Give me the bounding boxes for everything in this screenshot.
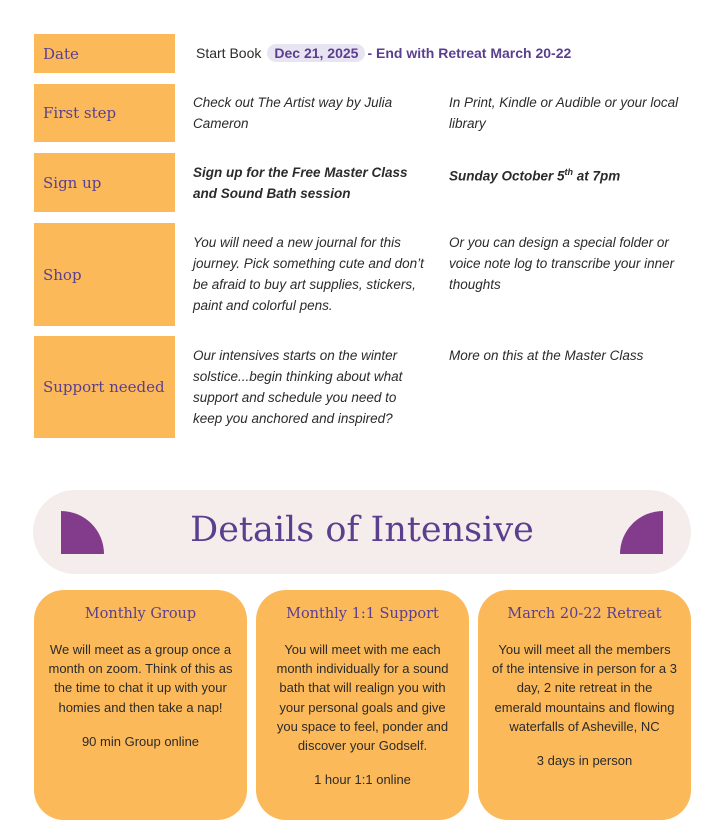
card-text: You will meet with me each month individually for a sound bath that will realign you with your personal goals and give you space to feel, ponder and discover your Godself. xyxy=(276,642,449,754)
first-step-left: Check out The Artist way by Julia Cameron xyxy=(193,95,393,131)
support-right: More on this at the Master Class xyxy=(449,348,644,363)
shop-right: Or you can design a special folder or voice note log to transcribe your inner thoughts xyxy=(449,235,675,292)
date-end-text: - End with Retreat March 20-22 xyxy=(367,45,572,61)
card-body xyxy=(270,640,455,789)
card-footer: 3 days in person xyxy=(536,753,633,769)
card-text: We will meet as a group once a month on zoom. Think of this as the time to chat it up with your homies and then take a nap! xyxy=(48,642,233,715)
row-label-date: Date xyxy=(34,34,175,73)
row-label-sign-up: Sign up xyxy=(34,153,175,212)
row-label-shop: Shop xyxy=(34,223,175,326)
first-step-right: In Print, Kindle or Audible or your local library xyxy=(449,95,679,131)
sign-up-left: Sign up for the Free Master Class and Sound Bath session xyxy=(193,165,408,201)
date-start-label: Start Book xyxy=(196,45,262,61)
sign-up-date-suffix: th xyxy=(564,167,574,177)
card-body xyxy=(48,640,233,751)
card-footer: 90 min Group online xyxy=(81,733,200,749)
card-monthly-group xyxy=(34,590,247,820)
date-highlight: Dec 21, 2025 xyxy=(267,44,365,62)
card-title: Monthly 1:1 Support xyxy=(286,606,439,622)
row-label-first-step: First step xyxy=(34,84,175,142)
card-monthly-support xyxy=(256,590,469,820)
banner-title: Details of Intensive xyxy=(190,510,534,550)
card-retreat xyxy=(478,590,691,820)
card-title: March 20-22 Retreat xyxy=(507,606,662,622)
card-footer: 1 hour 1:1 online xyxy=(314,772,411,788)
card-text: You will meet all the members of the intensive in person for a 3 day, 2 nite retreat in the emerald mountains and flowing waterfalls of Asheville, NC xyxy=(492,642,678,734)
card-title: Monthly Group xyxy=(84,606,197,622)
sign-up-date: Sunday October 5 xyxy=(449,168,565,184)
sign-up-time: at 7pm xyxy=(573,168,621,184)
row-label-support-needed: Support needed xyxy=(34,336,175,438)
date-line xyxy=(196,44,571,62)
support-left: Our intensives starts on the winter solstice...begin thinking about what support and schedule you need to keep you anchored and inspired? xyxy=(193,348,403,426)
details-banner xyxy=(33,490,691,574)
sign-up-right xyxy=(449,162,689,187)
shop-left: You will need a new journal for this journey. Pick something cute and don’t be afraid to buy art supplies, stickers, paint and colorful pens. xyxy=(193,235,424,313)
card-body xyxy=(492,640,677,770)
